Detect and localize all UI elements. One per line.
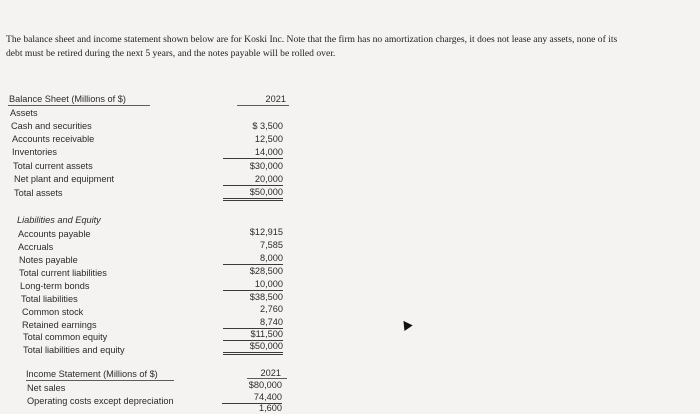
- liability-value: $38,500: [249, 292, 283, 302]
- liability-label: Common stock: [22, 307, 84, 317]
- liability-label: Total current liabilities: [19, 268, 107, 278]
- liability-value: $12,915: [249, 227, 283, 237]
- asset-label: Net plant and equipment: [14, 174, 115, 184]
- asset-label: Total assets: [14, 188, 63, 198]
- income-value: $80,000: [248, 380, 282, 390]
- liability-label: Total common equity: [23, 332, 108, 342]
- asset-label: Cash and securities: [11, 121, 92, 131]
- income-label: Net sales: [27, 383, 66, 393]
- liability-label: Accounts payable: [18, 229, 91, 239]
- title-rule: [8, 105, 150, 106]
- liability-value: 10,000: [223, 278, 283, 291]
- asset-label: Total current assets: [13, 161, 93, 171]
- liability-value: $28,500: [249, 266, 283, 276]
- liability-label: Total liabilities and equity: [23, 345, 125, 355]
- asset-value: 12,500: [254, 134, 283, 144]
- income-value: 1,600: [259, 403, 282, 413]
- liability-label: Retained earnings: [22, 320, 97, 330]
- asset-value: $50,000: [223, 186, 283, 201]
- liability-label: Accruals: [18, 242, 54, 252]
- income-statement-year: 2021: [260, 368, 281, 378]
- liability-label: Long-term bonds: [20, 281, 90, 291]
- liability-label: Notes payable: [19, 255, 78, 265]
- is-title-rule: [26, 380, 174, 381]
- liabilities-header: Liabilities and Equity: [17, 215, 101, 225]
- liability-value: $11,500: [223, 328, 283, 341]
- income-label: Operating costs except depreciation: [27, 396, 174, 406]
- asset-value: $30,000: [249, 161, 283, 171]
- liability-value: 7,585: [260, 240, 283, 250]
- liability-value: 2,760: [260, 304, 283, 314]
- income-statement-title: Income Statement (Millions of $): [26, 369, 158, 379]
- year-rule: [237, 105, 289, 106]
- liability-label: Total liabilities: [21, 294, 78, 304]
- liability-value: 8,740: [223, 316, 283, 329]
- liability-value: $50,000: [223, 340, 283, 355]
- income-value: 74,400: [222, 391, 282, 404]
- balance-sheet-year: 2021: [265, 94, 286, 104]
- intro-line-2: debt must be retired during the next 5 years, and the notes payable will be rolled over.: [6, 48, 336, 59]
- assets-header: Assets: [10, 108, 38, 118]
- liability-value: 8,000: [223, 252, 283, 265]
- asset-value: 20,000: [223, 173, 283, 186]
- asset-value: 14,000: [223, 146, 283, 159]
- asset-label: Inventories: [12, 147, 57, 157]
- intro-line-1: The balance sheet and income statement shown below are for Koski Inc. Note that the firm has no amortization charges, it does not lease any assets, none of its: [6, 34, 618, 45]
- asset-value: $ 3,500: [252, 121, 283, 131]
- balance-sheet-title: Balance Sheet (Millions of $): [9, 94, 126, 104]
- asset-label: Accounts receivable: [12, 134, 95, 144]
